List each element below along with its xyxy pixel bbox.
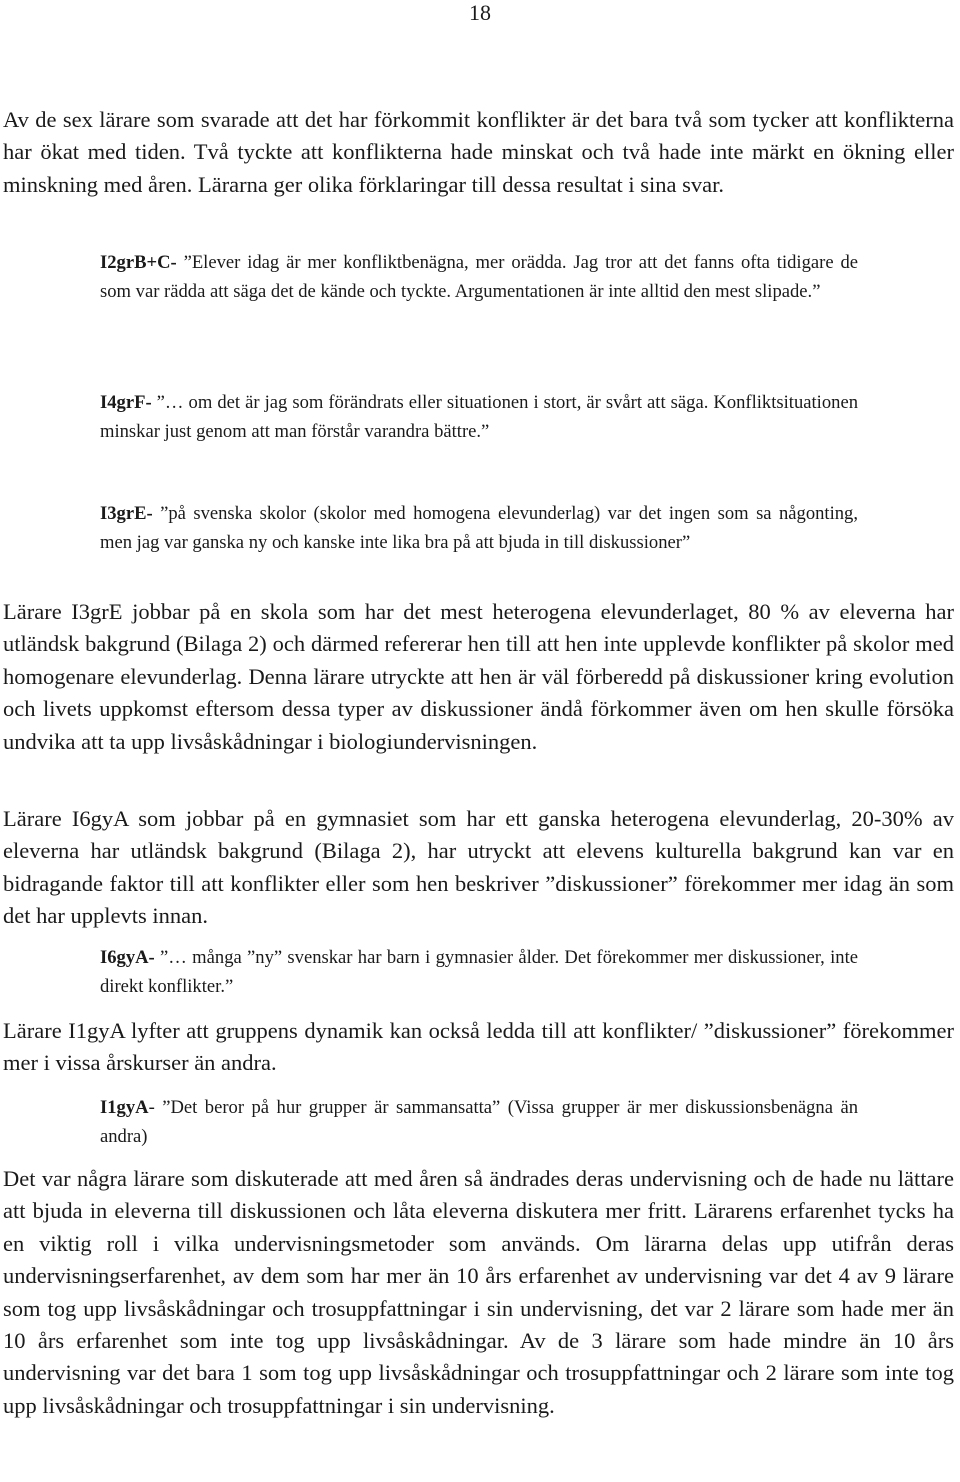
paragraph-i1gya: Lärare I1gyA lyfter att gruppens dynamik kan också ledda till att konflikter/ ”diskussioner” förekommer mer i vissa årskurser än andra. xyxy=(3,1018,954,1076)
quote-i3gre xyxy=(100,500,858,557)
quote-i4grf xyxy=(100,389,858,446)
paragraph-experience: Det var några lärare som diskuterade att med åren så ändrades deras undervisning och de hade nu lättare att bjuda in eleverna till diskussionen och låta eleverna diskutera mer fritt. Lärarens erfarenhet tycks ha en viktig roll i vilka undervisningsmetoder som används. Om lärarna delas upp utifrån deras undervisningserfarenhet, av dem som har mer än 10 års erfarenhet av undervisning var det 4 av 9 lärare som tog upp livsåskådningar och trosuppfattningar i sin undervisning, det var 2 lärare som hade mer än 10 års erfarenhet som inte tog upp livsåskådningar. Av de 3 lärare som hade mindre än 10 års undervisning var det bara 1 som tog upp livsåskådningar och trosuppfattningar och 2 lärare som inte tog upp livsåskådningar och trosuppfattningar i sin undervisning. xyxy=(3,1166,954,1418)
respondent-code: I6gyA- xyxy=(100,947,155,968)
respondent-code: I4grF- xyxy=(100,392,152,413)
quote-i2grb-c xyxy=(100,249,858,306)
page-number: 18 xyxy=(469,0,491,25)
quote-text: ”Elever idag är mer konfliktbenägna, mer orädda. Jag tror att det fanns ofta tidigare de som var rädda att säga det de kände och tyckte. Argumentationen är inte alltid den mest slipade.” xyxy=(100,252,858,302)
respondent-code: I1gyA xyxy=(100,1097,149,1118)
respondent-code: I2grB+C- xyxy=(100,252,177,273)
quote-i6gya xyxy=(100,944,858,1001)
paragraph-intro: Av de sex lärare som svarade att det har förkommit konflikter är det bara två som tycker att konflikterna har ökat med tiden. Två tyckte att konflikterna hade minskat och två hade inte märkt en ökning eller minskning med åren. Lärarna ger olika förklaringar till dessa resultat i sina svar. xyxy=(3,107,954,197)
paragraph-i3gre: Lärare I3grE jobbar på en skola som har det mest heterogena elevunderlaget, 80 % av eleverna har utländsk bakgrund (Bilaga 2) och därmed refererar hen till att hen inte upplevde konflikter på skolor med homogenare elevunderlag. Denna lärare utryckte att hen är väl förberedd på diskussioner kring evolution och livets uppkomst eftersom dessa typer av diskussioner ändå förkommer även om hen skulle försöka undvika att ta upp livsåskådningar i biologiundervisningen. xyxy=(3,599,954,754)
paragraph-i6gya: Lärare I6gyA som jobbar på en gymnasiet som har ett ganska heterogena elevunderlag, 20-30% av eleverna har utländsk bakgrund (Bilaga 2), har utryckt att elevens kulturella bakgrund kan var en bidragande faktor till att konflikter eller som hen beskriver ”diskussioner” förekommer mer idag än som det har upplevts innan. xyxy=(3,806,954,929)
quote-text: ”… många ”ny” svenskar har barn i gymnasier ålder. Det förekommer mer diskussioner, inte direkt konflikter.” xyxy=(100,947,858,997)
respondent-code: I3grE- xyxy=(100,503,153,524)
quote-text: - ”Det beror på hur grupper är sammansatta” (Vissa grupper är mer diskussionsbenägna än andra) xyxy=(100,1097,858,1147)
quote-text: ”på svenska skolor (skolor med homogena elevunderlag) var det ingen som sa någonting, men jag var ganska ny och kanske inte lika bra på att bjuda in till diskussioner” xyxy=(100,503,858,553)
quote-i1gya xyxy=(100,1094,858,1151)
quote-text: ”… om det är jag som förändrats eller situationen i stort, är svårt att säga. Konfliktsituationen minskar just genom att man förstår varandra bättre.” xyxy=(100,392,858,442)
